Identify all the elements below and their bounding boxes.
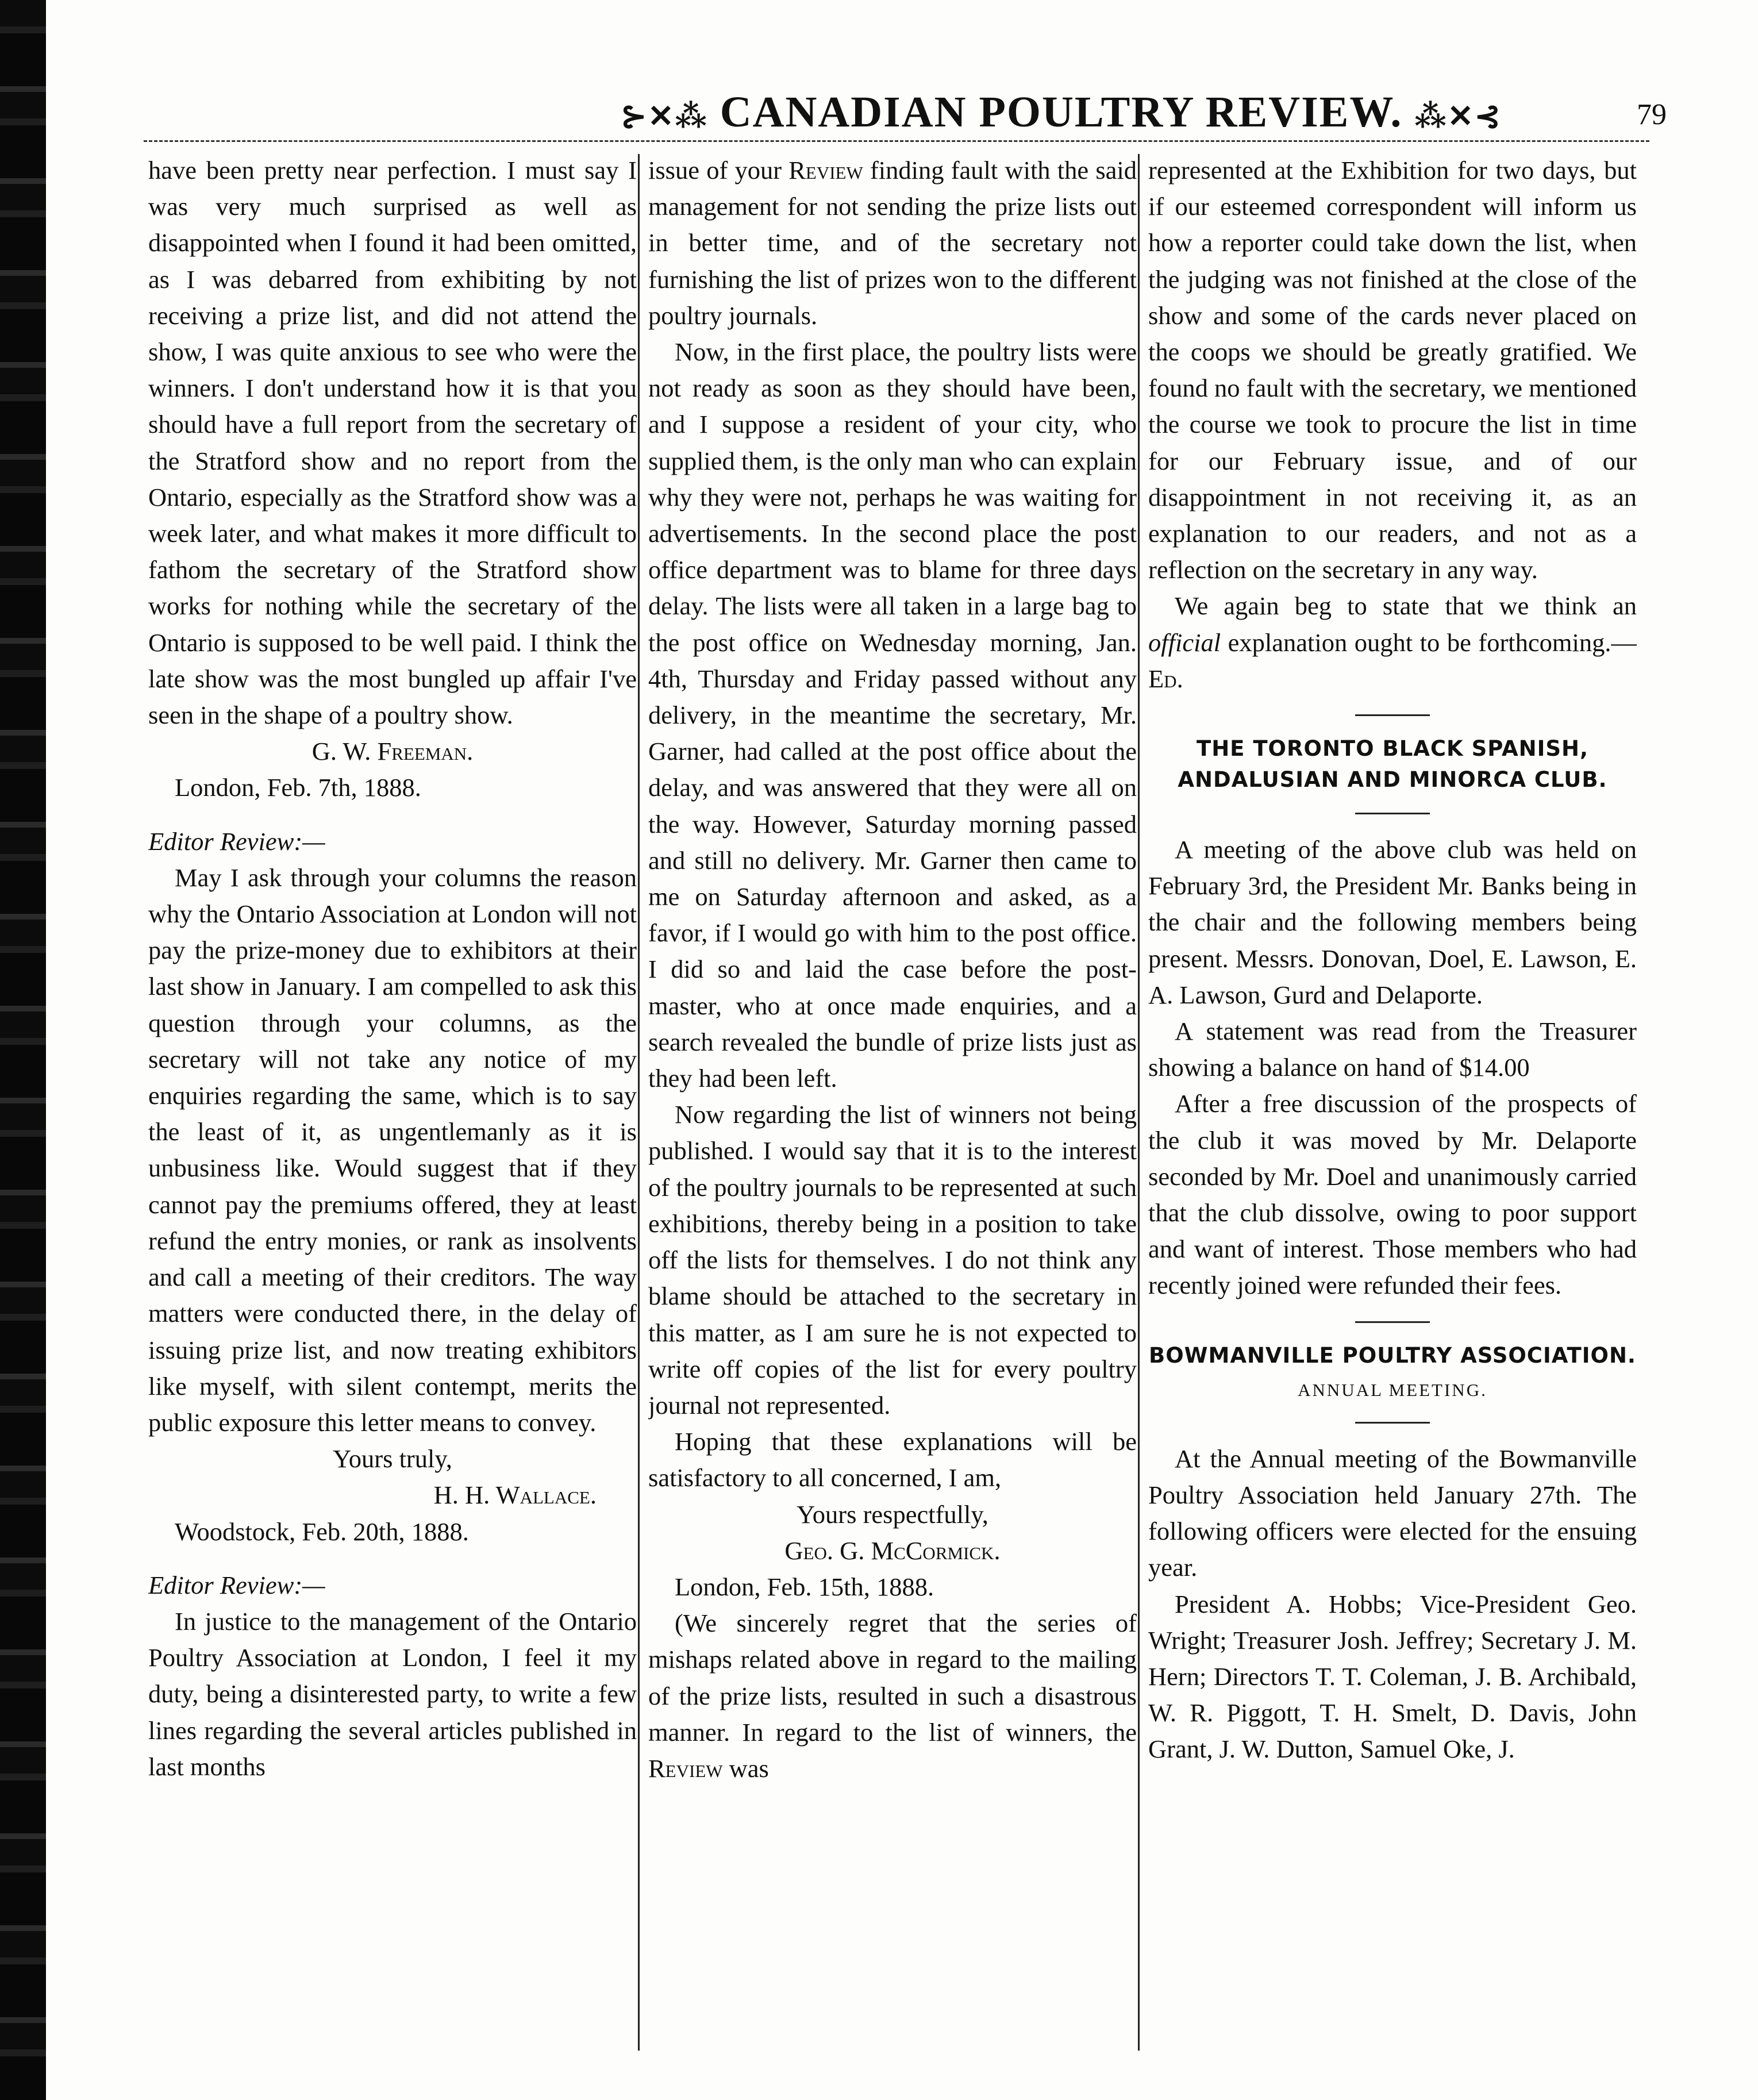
paragraph: After a free discussion of the prospects of the club it was moved by Mr. Delaporte seconded by Mr. Doel and unanimously carried that the club dissolve, owing to poor support and want of interest. Those members who had recently joined were refunded their fees.	[1148, 1089, 1637, 1300]
masthead-title: CANADIAN POULTRY REVIEW.	[720, 88, 1403, 136]
paragraph: A meeting of the above club was held on February 3rd, the President Mr. Banks being in the chair and the following members being present. Messrs. Donovan, Doel, E. Lawson, E. A. Lawson, Gurd and Delaporte.	[1148, 835, 1637, 1009]
text-run: We again beg to state that we think an	[1175, 591, 1637, 621]
paragraph: At the Annual meeting of the Bowmanville Poultry Association held January 27th. The following officers were elected for the ensuing year.	[1148, 1444, 1637, 1582]
paragraph	[648, 152, 1137, 334]
text-run: issue of your	[648, 156, 789, 184]
text-run: explanation ought to be forthcoming.—	[1221, 628, 1637, 657]
closing: Yours truly,	[333, 1444, 452, 1474]
paragraph: Now regarding the list of winners not being published. I would say that it is to the interest of the poultry journals to be represented at such exhibitions, thereby being in a position to take off the lists for themselves. I do not think any blame should be attached to the secretary in this matter, as I am sure he is not expected to write off copies of the list for every poultry journal not represented.	[648, 1100, 1137, 1420]
masthead-left-ornament: ⊱✕⁂	[621, 99, 708, 134]
paragraph: represented at the Exhibition for two days, but if our esteemed correspondent will inform us how a reporter could take down the list, when the judging was not finished at the close of the show and some of the cards never placed on the coops we should be greatly gratified. We found no fault with the secretary, we mentioned the course we took to procure the list in time for our February issue, and of our disappointment in not receiving it, as an explanation to our readers, and not as a reflection on the secretary in any way.	[1148, 156, 1637, 584]
editor-salutation: Editor Review:—	[148, 826, 325, 856]
section-rule	[1355, 1422, 1430, 1424]
review-name: Review	[648, 1753, 723, 1783]
italic-word: official	[1148, 628, 1221, 657]
paragraph: A statement was read from the Treasurer showing a balance on hand of $14.00	[1148, 1017, 1637, 1082]
section-rule	[1355, 714, 1430, 716]
subheading-annual-meeting: ANNUAL MEETING.	[1298, 1379, 1487, 1400]
masthead-right-ornament: ⁂✕⊰	[1414, 99, 1502, 134]
column-1	[148, 152, 637, 2060]
text-run: finding fault with the said management for not sending the prize lists out in better time, and of the secretary not furnishing the list of prizes won to the different poultry journals.	[648, 156, 1137, 330]
closing: Yours respectfully,	[797, 1499, 988, 1529]
review-name: Review	[788, 156, 863, 184]
page-number: 79	[1637, 98, 1667, 131]
masthead	[621, 80, 1502, 144]
heading-bowmanville: BOWMANVILLE POULTRY ASSOCIATION.	[1149, 1343, 1636, 1368]
heading-toronto-club: THE TORONTO BLACK SPANISH, ANDALUSIAN AND MINORCA CLUB.	[1178, 736, 1607, 793]
editor-salutation: Editor Review:—	[148, 1570, 325, 1599]
editor-mark: Ed.	[1148, 664, 1183, 693]
text-run: was	[722, 1753, 769, 1783]
text-run: (We sincerely regret that the series of mishaps related above in regard to the mailing of the prize lists, resulted in such a disastrous manner. In regard to the list of winners, the	[648, 1609, 1137, 1747]
column-divider-1	[638, 154, 640, 2051]
column-2	[648, 152, 1137, 2060]
dateline: London, Feb. 15th, 1888.	[675, 1572, 934, 1601]
dateline: London, Feb. 7th, 1888.	[175, 773, 421, 802]
paragraph: In justice to the management of the Ontario Poultry Association at London, I feel it my duty, being a disinterested party, to write a few lines regarding the several articles published in last months	[148, 1606, 637, 1781]
column-divider-2	[1138, 154, 1140, 2051]
header-rule	[144, 140, 1649, 142]
paragraph: President A. Hobbs; Vice-President Geo. Wright; Treasurer Josh. Jeffrey; Secretary J. M. Hern; Directors T. T. Coleman, J. B. Archibald, W. R. Piggott, T. H. Smelt, D. Davis, John Grant, J. W. Dutton, Samuel Oke, J.	[1148, 1589, 1637, 1764]
section-rule	[1355, 1321, 1430, 1323]
paragraph: Hoping that these explanations will be satisfactory to all concerned, I am,	[648, 1427, 1137, 1493]
paragraph: May I ask through your columns the reason why the Ontario Association at London will not pay the prize-money due to exhibitors at their last show in January. I am compelled to ask this question through your columns, as the secretary will not take any notice of my enquiries regarding the same, which is to say the least of it, as ungentlemanly as it is unbusiness like. Would suggest that if they cannot pay the premiums offered, they at least refund the entry monies, or rank as insolvents and call a meeting of their creditors. The way matters were conducted there, in the delay of issuing prize list, and now treating exhibitors like myself, with silent contempt, merits the public exposure this letter means to convey.	[148, 863, 637, 1437]
signature-wallace: H. H. Wallace.	[433, 1480, 597, 1510]
page-binding-edge	[0, 0, 46, 2100]
paragraph	[1148, 588, 1637, 697]
paragraph: Now, in the first place, the poultry lists were not ready as soon as they should have been, and I suppose a resident of your city, who supplied them, is the only man who can explain why they were not, perhaps he was waiting for advertisements. In the second place the post office department was to blame for three days delay. The lists were all taken in a large bag to the post office on Wednesday morning, Jan. 4th, Thursday and Friday passed without any delivery, in the meantime the secretary, Mr. Garner, had called at the post office about the delay, and was answered that they were all on the way. However, Saturday morning passed and still no delivery. Mr. Garner then came to me on Saturday afternoon and asked, as a favor, if I would go with him to the post office. I did so and laid the case before the post-master, who at once made enquiries, and a search revealed the bundle of prize lists just as they had been left.	[648, 337, 1137, 1093]
paragraph: have been pretty near perfection. I must say I was very much surprised as well as disappointed when I found it had been omitted, as I was debarred from exhibiting by not receiving a prize list, and did not attend the show, I was quite anxious to see who were the winners. I don't understand how it is that you should have a full report from the secretary of the Stratford show and no report from the Ontario, especially as the Stratford show was a week later, and what makes it more difficult to fathom the secretary of the Stratford show works for nothing while the secretary of the Ontario is supposed to be well paid. I think the late show was the most bungled up affair I've seen in the shape of a poultry show.	[148, 156, 637, 730]
paragraph	[648, 1605, 1137, 1787]
signature-freeman: G. W. Freeman.	[311, 737, 474, 766]
column-3	[1148, 152, 1637, 2060]
signature-mccormick: Geo. G. McCormick.	[784, 1536, 1001, 1565]
section-rule	[1355, 813, 1430, 814]
dateline: Woodstock, Feb. 20th, 1888.	[175, 1517, 469, 1546]
